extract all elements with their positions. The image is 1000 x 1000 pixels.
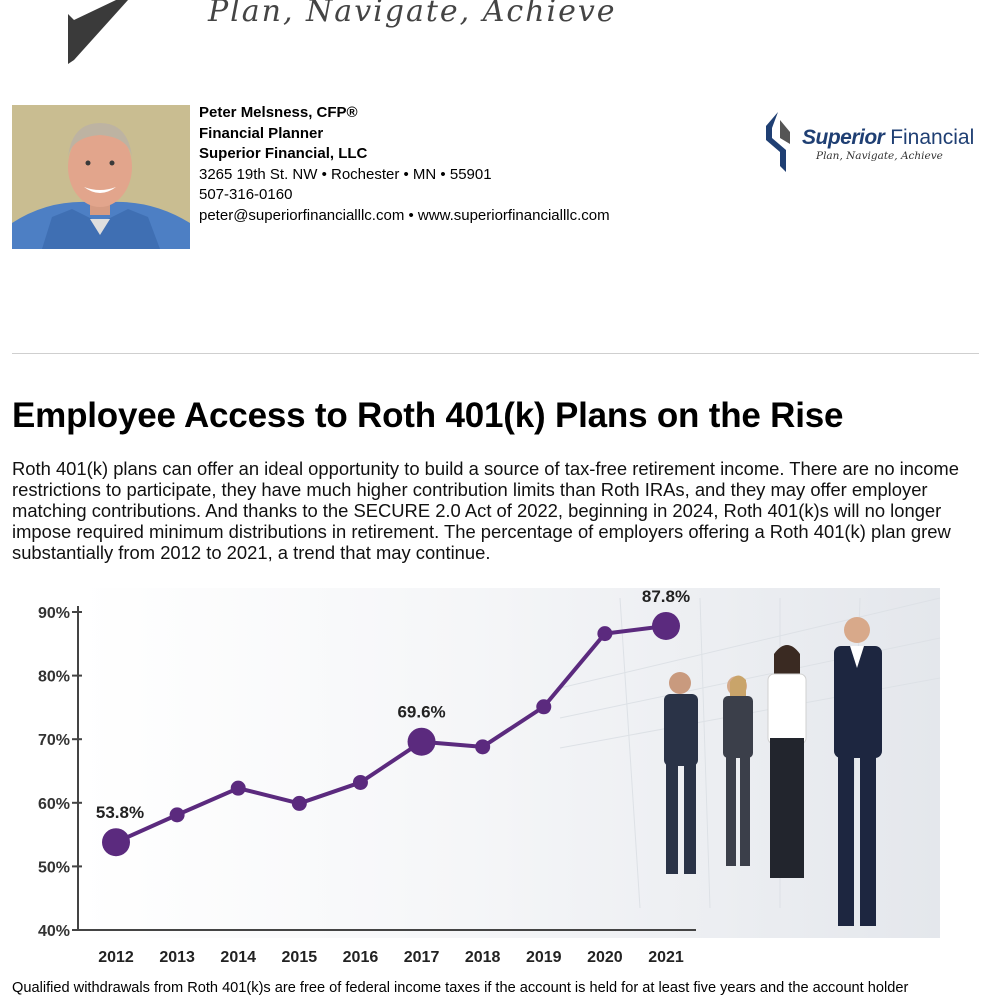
x-tick-label: 2020 [587,949,623,966]
brand-logo [760,108,990,178]
company-name: Superior Financial, LLC [199,145,368,162]
brand-tagline: Plan, Navigate, Achieve [816,150,943,162]
data-point-2012 [102,828,130,856]
x-tick-label: 2016 [342,949,379,966]
x-tick-label: 2014 [220,949,257,966]
contact-block [199,103,610,226]
y-tick-label: 70% [37,732,70,750]
data-point-2018 [475,739,490,754]
data-point-2019 [536,699,551,714]
data-point-2014 [231,781,246,796]
divider [12,353,979,354]
data-point-2021 [652,612,680,640]
y-tick-label: 60% [37,795,70,813]
brand-logo-icon [760,110,800,174]
data-point-2013 [170,807,185,822]
advisor-photo [12,105,190,249]
y-tick-label: 90% [37,605,70,622]
data-point-2016 [353,775,368,790]
advisor-title: Financial Planner [199,124,324,142]
data-point-2020 [597,626,612,641]
data-label-2021: 87.8% [641,586,691,606]
phone[interactable]: 507-316-0160 [199,186,293,203]
top-banner [0,0,1000,70]
address: 3265 19th St. NW • Rochester • MN • 55901 [199,165,492,183]
brand-name: Superior Financial [802,126,975,149]
data-point-2017 [408,728,436,756]
advisor-name: Peter Melsness, CFP® [199,104,358,121]
y-tick-label: 50% [37,859,70,877]
x-tick-label: 2013 [159,949,195,966]
x-tick-label: 2017 [403,949,440,966]
article-headline: Employee Access to Roth 401(k) Plans on the Rise [12,396,844,435]
chart-background [80,588,940,938]
x-tick-label: 2012 [98,949,134,966]
logo-mark-icon [60,0,140,68]
x-tick-label: 2015 [281,949,318,966]
article-footer-text: Qualified withdrawals from Roth 401(k)s are free of federal income taxes if the account is held for at least five years and the account holder [12,980,909,996]
data-label-2017: 69.6% [397,702,446,722]
data-label-2012: 53.8% [95,803,145,823]
top-tagline: Plan, Navigate, Achieve [208,0,617,29]
x-tick-label: 2019 [525,949,562,966]
roth-401k-chart [0,578,1000,980]
data-point-2015 [292,796,307,811]
article-intro: Roth 401(k) plans can offer an ideal opportunity to build a source of tax-free retirement income. There are no income restrictions to participate, they have much higher contribution limits than Roth IRAs, and they may offer employer matching contributions. And thanks to the SECURE 2.0 Act of 2022, beginning in 2024, Roth 401(k)s will no longer impose required minimum distributions in retirement. The percentage of employers offering a Roth 401(k) plan grew substantially from 2012 to 2021, a trend that may continue. [12,458,959,563]
x-tick-label: 2018 [464,949,501,966]
x-tick-label: 2021 [648,949,684,966]
y-tick-label: 80% [37,668,70,686]
email-website[interactable]: peter@superiorfinancialllc.com • www.superiorfinancialllc.com [199,206,610,224]
y-tick-label: 40% [37,923,70,940]
